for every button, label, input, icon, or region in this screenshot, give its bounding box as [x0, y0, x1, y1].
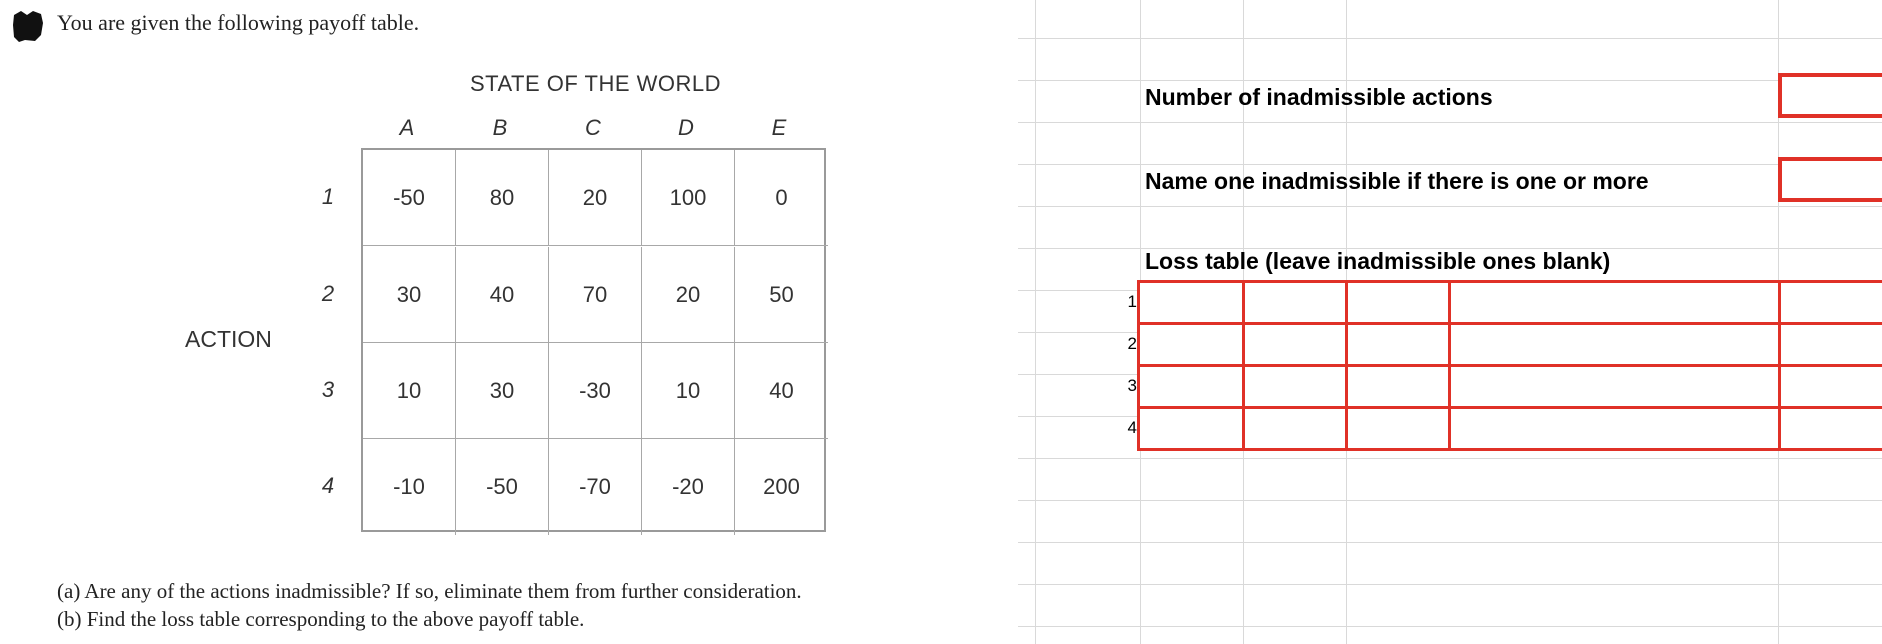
payoff-cell: 0 [735, 150, 828, 246]
payoff-cell: 20 [642, 247, 735, 343]
loss-input-cell[interactable] [1345, 406, 1451, 451]
sheet-row-line [1018, 164, 1882, 165]
loss-input-cell[interactable] [1778, 280, 1882, 325]
payoff-cell: -20 [642, 439, 735, 535]
action-header-4: 4 [321, 473, 335, 498]
payoff-cell: 30 [363, 247, 456, 343]
payoff-cell: -50 [363, 150, 456, 246]
state-header-b: B [492, 115, 508, 140]
loss-input-cell[interactable] [1242, 280, 1348, 325]
payoff-cell: -30 [549, 343, 642, 439]
loss-input-cell[interactable] [1778, 364, 1882, 409]
loss-row-number: 1 [1127, 292, 1137, 311]
loss-row-number: 2 [1127, 334, 1137, 353]
sheet-row-line [1018, 626, 1882, 627]
question-a: (a) Are any of the actions inadmissible? If so, eliminate them from further consideration. [57, 579, 802, 603]
action-header-1: 1 [321, 184, 335, 209]
payoff-cell: 80 [456, 150, 549, 246]
payoff-cell: -70 [549, 439, 642, 535]
sheet-row-line [1018, 542, 1882, 543]
label-inadmissible-name: Name one inadmissible if there is one or more [1145, 168, 1649, 194]
loss-input-cell[interactable] [1448, 364, 1781, 409]
loss-input-cell[interactable] [1778, 322, 1882, 367]
payoff-cell: 200 [763, 474, 800, 499]
loss-input-cell[interactable] [1345, 322, 1451, 367]
payoff-cell: 20 [549, 150, 642, 246]
label-loss-table: Loss table (leave inadmissible ones blank) [1145, 248, 1611, 274]
loss-input-cell[interactable] [1345, 280, 1451, 325]
loss-input-cell[interactable] [1242, 406, 1348, 451]
sheet-row-line [1018, 122, 1882, 123]
problem-intro: You are given the following payoff table. [57, 10, 420, 35]
state-header-e: E [771, 115, 787, 140]
sheet-row-line [1018, 206, 1882, 207]
payoff-cell: 70 [549, 247, 642, 343]
loss-input-cell[interactable] [1137, 406, 1245, 451]
sheet-col-line [1035, 0, 1036, 644]
loss-input-cell[interactable] [1448, 406, 1781, 451]
action-header-2: 2 [321, 281, 335, 306]
state-header-a: A [399, 115, 415, 140]
loss-input-cell[interactable] [1345, 364, 1451, 409]
loss-input-cell[interactable] [1242, 322, 1348, 367]
sheet-row-line [1018, 80, 1882, 81]
sheet-row-line [1018, 500, 1882, 501]
payoff-cell: -10 [363, 439, 456, 535]
state-of-world-title: STATE OF THE WORLD [470, 71, 722, 96]
loss-input-cell[interactable] [1448, 322, 1781, 367]
action-header-3: 3 [321, 377, 335, 402]
payoff-cell: 40 [735, 343, 828, 439]
payoff-cell: 40 [456, 247, 549, 343]
publisher-logo-icon [11, 9, 45, 43]
payoff-cell: -50 [456, 439, 549, 535]
loss-input-cell[interactable] [1137, 280, 1245, 325]
payoff-cell: 30 [456, 343, 549, 439]
question-b: (b) Find the loss table corresponding to the above payoff table. [57, 607, 585, 631]
payoff-cell: 10 [642, 343, 735, 439]
state-header-d: D [678, 115, 694, 140]
loss-input-cell[interactable] [1137, 364, 1245, 409]
loss-input-cell[interactable] [1448, 280, 1781, 325]
answer-inadmissible-name[interactable] [1778, 157, 1882, 202]
state-header-c: C [585, 115, 601, 140]
payoff-cell: 50 [735, 247, 828, 343]
sheet-row-line [1018, 458, 1882, 459]
loss-row-number: 4 [1127, 418, 1137, 437]
loss-row-number: 3 [1127, 376, 1137, 395]
loss-input-cell[interactable] [1778, 406, 1882, 451]
answer-inadmissible-count[interactable] [1778, 73, 1882, 118]
loss-input-cell[interactable] [1242, 364, 1348, 409]
sheet-row-line [1018, 38, 1882, 39]
action-axis-label: ACTION [185, 326, 272, 352]
sheet-row-line [1018, 584, 1882, 585]
payoff-cell: 100 [642, 150, 735, 246]
label-inadmissible-count: Number of inadmissible actions [1145, 84, 1493, 110]
loss-input-cell[interactable] [1137, 322, 1245, 367]
payoff-table [361, 148, 826, 532]
spreadsheet[interactable] [1018, 0, 1882, 644]
payoff-cell: 10 [363, 343, 456, 439]
